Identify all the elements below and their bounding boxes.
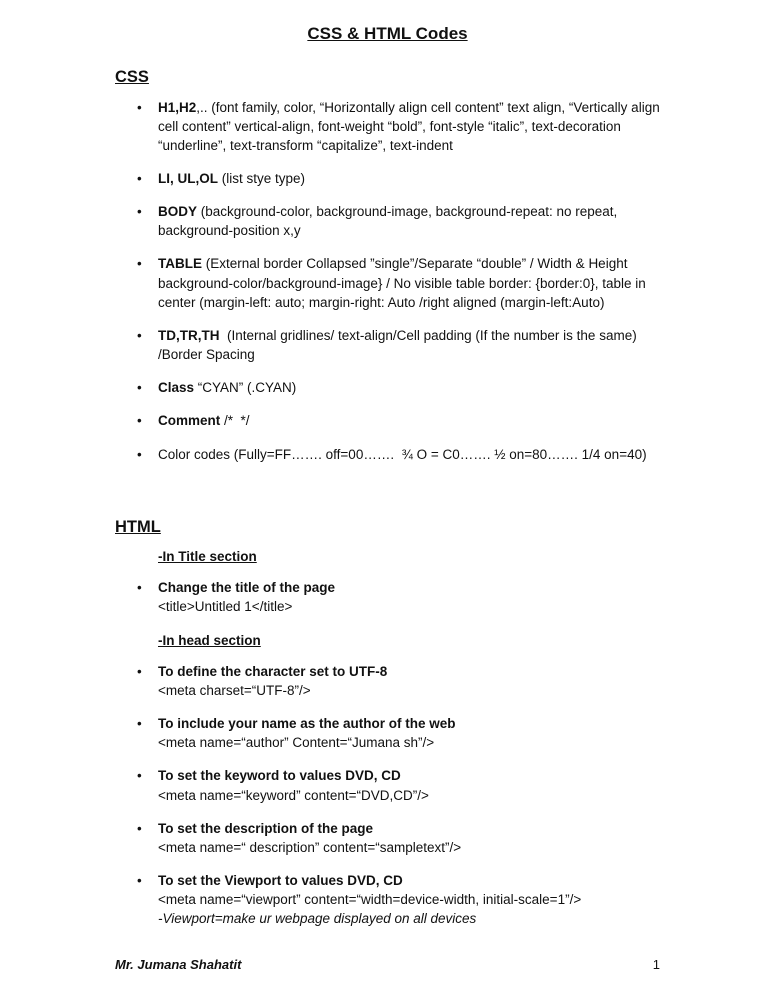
html-section-heading: HTML — [115, 517, 161, 536]
css-bullet-item — [135, 169, 660, 188]
css-term: Class — [158, 380, 195, 396]
html-subheading: -In head section — [158, 632, 261, 648]
css-description: /* */ — [220, 413, 250, 429]
footer-author: Mr. Jumana Shahatit — [115, 956, 242, 972]
css-bullet-item — [135, 202, 660, 240]
css-description: (background-color, background-image, background-repeat: no repeat, background-position x,y — [158, 204, 618, 239]
html-item-title: • To include your name as the author of the web — [158, 716, 456, 732]
html-item-code: <meta name=“ description” content=“sampletext”/> — [158, 839, 462, 855]
css-description: (list stye type) — [218, 171, 306, 187]
html-item-title: • To define the character set to UTF-8 — [158, 663, 388, 679]
html-item-code: <meta name=“viewport” content=“width=device-width, initial-scale=1”/> — [158, 892, 582, 908]
page-title: CSS & HTML Codes — [307, 24, 468, 43]
css-description: (External border Collapsed ”single”/Separate “double” / Width & Height background-color/background-image} / No visible table border: {border:0}, table in center (margin-left: auto; margin-right: Auto /right aligned (margin-left:Auto) — [158, 256, 646, 310]
css-bullet-item — [135, 326, 660, 364]
css-bullet-item — [135, 378, 660, 397]
html-item-code: <title>Untitled 1</title> — [158, 599, 293, 615]
html-item-title: • Change the title of the page — [158, 580, 336, 596]
html-item-code: <meta name=“author” Content=“Jumana sh”/> — [158, 735, 435, 751]
page-footer — [115, 956, 660, 974]
css-section-heading: CSS — [115, 68, 149, 87]
css-description: (Internal gridlines/ text-align/Cell padding (If the number is the same) /Border Spacing — [158, 327, 637, 363]
html-bullet-item — [135, 662, 660, 700]
css-term: TABLE — [158, 256, 202, 272]
css-term: TD,TR,TH — [158, 327, 220, 343]
css-bullet-item — [135, 254, 660, 311]
css-term: Comment — [158, 413, 221, 429]
footer-page-number: 1 — [652, 956, 660, 972]
css-bullet-item — [135, 411, 660, 430]
css-term: H1,H2 — [158, 99, 197, 115]
html-bullet-item — [135, 819, 660, 857]
css-term: LI, UL,OL — [158, 171, 218, 187]
css-description: Color codes (Fully=FF……. off=00……. ¾ O = C0……. ½ on=80……. 1/4 on=40) — [158, 446, 647, 462]
css-term: BODY — [158, 204, 198, 220]
css-description: “CYAN” (.CYAN) — [194, 380, 297, 396]
html-subheading: -In Title section — [158, 549, 257, 565]
css-bullet-item — [135, 445, 660, 464]
html-bullet-item — [135, 766, 660, 804]
html-blocks — [135, 547, 660, 928]
html-item-code: <meta name=“keyword” content=“DVD,CD”/> — [158, 787, 429, 803]
html-item-title: • To set the keyword to values DVD, CD — [158, 768, 401, 784]
html-item-code: <meta charset=“UTF-8”/> — [158, 682, 311, 698]
html-item-title: • To set the Viewport to values DVD, CD — [158, 873, 403, 889]
css-description: ,.. (font family, color, “Horizontally align cell content” text align, “Vertically align cell content” vertical-align, font-weight “bold”, font-style “italic”, text-decoration “underline”, text-transform “capitalize”, text-indent — [158, 99, 660, 153]
html-item-title: • To set the description of the page — [158, 820, 374, 836]
html-bullet-item — [135, 871, 660, 928]
html-bullet-item — [135, 714, 660, 752]
html-bullet-item — [135, 578, 660, 616]
css-bullet-list — [135, 98, 660, 464]
html-item-note: -Viewport=make ur webpage displayed on all devices — [158, 911, 477, 927]
css-bullet-item — [135, 98, 660, 155]
